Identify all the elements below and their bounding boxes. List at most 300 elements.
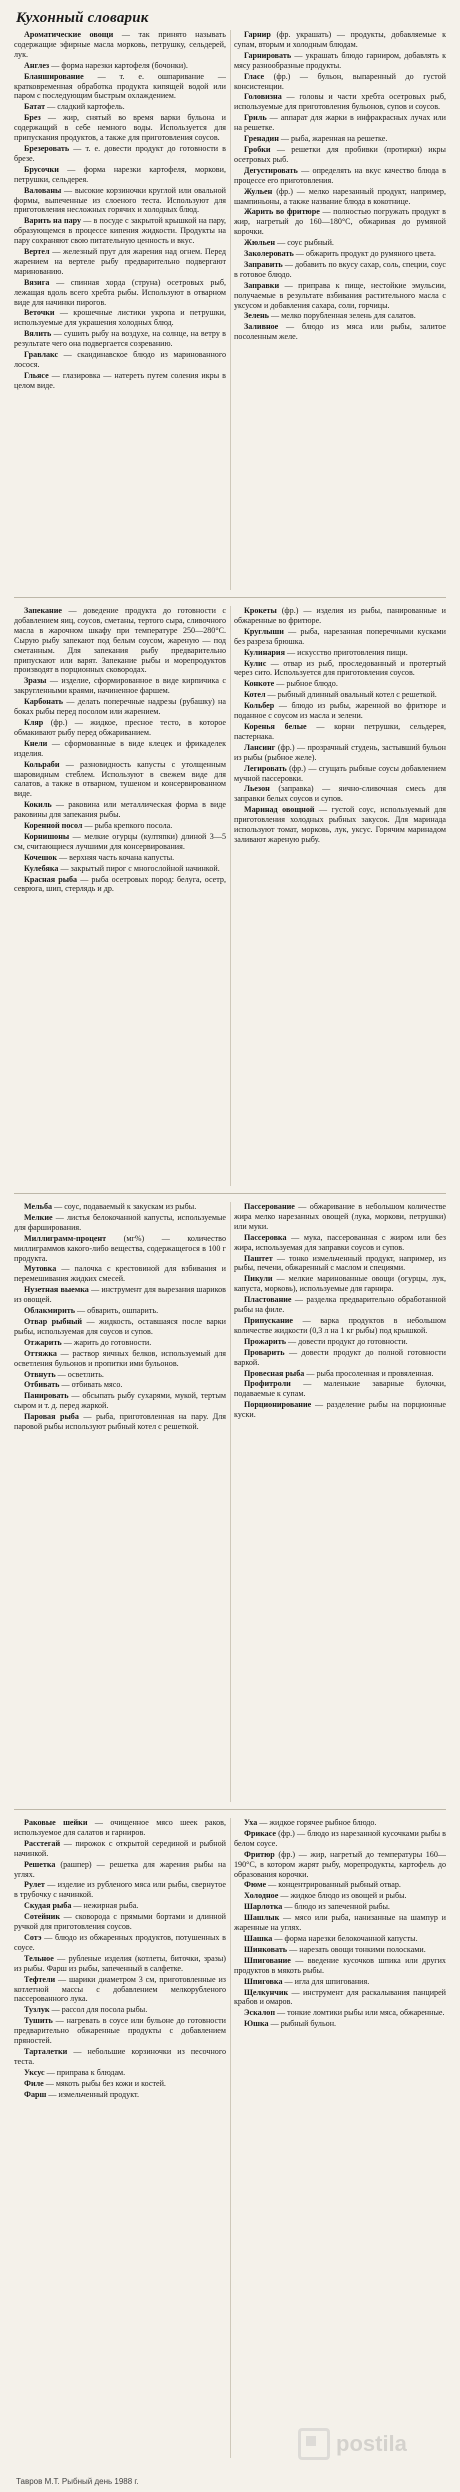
entry-term: Припускание: [244, 1315, 294, 1325]
entry-term: Гльясе: [24, 370, 49, 380]
entry: [14, 606, 226, 675]
entry-definition: — жидкость, оставшаяся после варки рыбы, используемая для соусов и супов.: [14, 1316, 226, 1336]
entry-definition: — жидкое горячее рыбное блюдо.: [259, 1818, 377, 1827]
entry: [14, 1412, 226, 1432]
entry-definition: — листья белокочанной капусты, используемые для фарширования.: [14, 1212, 226, 1232]
entry-definition: (фр.) — изделия из рыбы, панированные и обжаренные во фритюре.: [234, 606, 446, 625]
entry-definition: — раковина или металлическая форма в виде раковины для запекания рыбы.: [14, 800, 226, 820]
entry: [14, 1338, 226, 1348]
entry-term: Сотэ: [24, 1932, 42, 1942]
entry: [14, 30, 226, 60]
entry-definition: — украшать блюдо гарниром, добавлять к мясу разнообразные продукты.: [234, 50, 446, 70]
entry-definition: — довести продукт до полной готовности варкой.: [234, 1347, 446, 1367]
entry-definition: — блюдо из запеченной рыбы.: [284, 1902, 390, 1912]
entry: [234, 145, 446, 165]
entry: [14, 329, 226, 349]
entry-definition: — мелкие огурцы (култяпки) длиной 3—5 см, считающиеся лучшими для консервирования.: [14, 831, 226, 851]
page-2-left-column: [14, 606, 226, 1186]
entry-term: Шашка: [244, 1933, 273, 1943]
entry-definition: — мелкие маринованные овощи (огурцы, лук, капуста, морковь), используемые для гарнира.: [234, 1274, 446, 1294]
entry-term: Филе: [24, 2078, 44, 2088]
entry-definition: — разделение рыбы на порционные куски.: [234, 1400, 446, 1420]
entry-term: Валованы: [24, 185, 62, 195]
entry-term: Мельба: [24, 1202, 53, 1211]
entry-definition: — нарезать овощи тонкими полосками.: [289, 1944, 426, 1954]
entry-term: Бланширование: [24, 71, 84, 81]
entry-definition: — обварить, ошпарить.: [77, 1306, 159, 1316]
entry: [234, 1348, 446, 1368]
entry-definition: — жидкое блюдо из овощей и рыбы.: [280, 1891, 407, 1901]
entry-term: Паровая рыба: [24, 1412, 79, 1422]
entry-term: Кляр: [24, 717, 44, 727]
entry: [234, 134, 446, 144]
entry: [14, 1860, 226, 1880]
entry: [14, 1264, 226, 1284]
entry-definition: — форма нарезки картофеля, моркови, петрушки, сельдерея.: [14, 164, 226, 184]
entry-definition: — очищенное мясо шеек раков, используемое для салатов и гарниров.: [14, 1818, 226, 1837]
entry-term: Прожарить: [244, 1336, 286, 1346]
entry-definition: — отвар из рыб, проследованный и протертый через сито. Используется для приготовления соусов.: [234, 658, 446, 678]
entry-term: Нузетная выемка: [24, 1285, 89, 1295]
entry: [234, 1818, 446, 1828]
entry-term: Эскалоп: [244, 2008, 275, 2018]
entry-definition: — игла для шпигования.: [284, 1976, 370, 1986]
entry: [234, 207, 446, 237]
entry: [14, 875, 226, 895]
entry-definition: — сладкий картофель.: [47, 102, 125, 112]
entry-term: Кольбер: [244, 701, 275, 711]
entry-term: Юшка: [244, 2019, 269, 2029]
entry-term: Отвар рыбный: [24, 1316, 83, 1326]
entry-definition: — определять на вкус качество блюда в процессе его приготовления.: [234, 165, 446, 185]
entry-definition: (фр.) — жидкое, пресное тесто, в которое обмакивают рыбу перед обжариванием.: [14, 717, 226, 737]
entry: [234, 648, 446, 658]
entry-term: Кулебяка: [24, 863, 59, 873]
entry-definition: — небольшие корзиночки из песочного теста.: [14, 2046, 226, 2066]
entry-definition: — измельченный продукт.: [48, 2089, 139, 2099]
entry-term: Отвнуть: [24, 1369, 56, 1379]
entry: [234, 1913, 446, 1933]
column-rule: [230, 30, 231, 590]
entry-term: Зелень: [244, 311, 269, 321]
entry-term: Расстегай: [24, 1838, 61, 1848]
entry: [234, 92, 446, 112]
entry-term: Кокиль: [24, 800, 52, 810]
entry-definition: — головы и части хребта осетровых рыб, используемые для приготовления бульонов, супов и соусов.: [234, 92, 446, 112]
entry-definition: — крошечные листики укропа и петрушки, используемые для украшения холодных блюд.: [14, 308, 226, 328]
entry-term: Вертел: [24, 247, 50, 257]
watermark: [298, 2414, 448, 2474]
entry: [14, 760, 226, 800]
entry-term: Коренной посол: [24, 821, 83, 831]
entry-definition: (фр.) — блюдо из нарезанной кусочками рыбы в белом соусе.: [234, 1828, 446, 1848]
entry-term: Веточки: [24, 308, 55, 318]
entry-term: Гриль: [244, 113, 267, 123]
entry-term: Решетка: [24, 1859, 56, 1869]
entry-term: Вязига: [24, 277, 50, 287]
entry: [234, 659, 446, 679]
entry: [14, 739, 226, 759]
entry: [14, 697, 226, 717]
entry-definition: (рашпер) — решетка для жарения рыбы на углях.: [14, 1859, 226, 1879]
entry: [14, 1380, 226, 1390]
entry-definition: — шарики диаметром 3 см, приготовленные из котлетной массы с добавлением мелкорубленого пассерованного лука.: [14, 1974, 226, 2004]
entry-definition: — нежирная рыба.: [73, 1901, 139, 1911]
entry-definition: — рыба, жаренная на решетке.: [280, 134, 388, 144]
entry: [234, 1379, 446, 1399]
entry: [14, 371, 226, 391]
entry: [234, 2008, 446, 2018]
entry-definition: — форма нарезки белокочанной капусты.: [274, 1933, 418, 1943]
entry-definition: — тонко измельченный продукт, например, из рыбы, печени, обжаренный с маслом и специями.: [234, 1253, 446, 1273]
entry-term: Заправить: [244, 259, 283, 269]
entry: [234, 1977, 446, 1987]
entry-definition: — отбивать мясо.: [61, 1380, 123, 1390]
entry-term: Батат: [24, 102, 46, 112]
entry-term: Заколеровать: [244, 249, 294, 259]
page-divider: [14, 1809, 446, 1810]
entry: [14, 1912, 226, 1932]
watermark-text: postila: [336, 2431, 407, 2456]
entry-definition: — искусство приготовления пищи.: [287, 647, 408, 657]
entry-definition: — рыбный длинный овальный котел с решеткой.: [267, 690, 437, 700]
entry: [14, 1285, 226, 1305]
entry: [14, 2005, 226, 2015]
entry-term: Тузлук: [24, 2005, 50, 2015]
entry-definition: — обсыпать рыбу сухарями, мукой, тертым сыром и т. д. перед жаркой.: [14, 1391, 226, 1411]
entry-term: Порционирование: [244, 1400, 312, 1410]
entry-definition: (фр. украшать) — продукты, добавляемые к супам, вторым и холодным блюдам.: [234, 30, 446, 49]
entry-definition: — разделка предварительно обработанной рыбы на филе.: [234, 1295, 446, 1315]
entry: [234, 260, 446, 280]
entry-definition: — мелко порубленная зелень для салатов.: [270, 311, 416, 321]
entry-definition: — закрытый пирог с многослойной начинкой.: [60, 863, 220, 873]
entry-term: Круглыши: [244, 626, 284, 636]
entry-definition: — соус, подаваемый к закускам из рыбы.: [54, 1202, 197, 1211]
entry-term: Мутовка: [24, 1264, 57, 1274]
entry-definition: — палочка с крестовиной для взбивания и перемешивания жидких смесей.: [14, 1264, 226, 1284]
entry-definition: — блюдо из обжаренных продуктов, потушенных в соусе.: [14, 1932, 226, 1952]
entry: [14, 144, 226, 164]
entry: [14, 113, 226, 143]
entry-term: Фритюр: [244, 1849, 275, 1859]
entry: [14, 350, 226, 370]
entry-definition: — обжаривание в небольшом количестве жира мелко нарезанных овощей (лука, моркови, петрушки) или муки.: [234, 1202, 446, 1231]
entry-term: Жарить во фритюре: [244, 207, 320, 217]
entry: [234, 1829, 446, 1849]
entry-term: Мелкие: [24, 1212, 53, 1222]
entry-term: Кочешок: [24, 852, 58, 862]
entry: [14, 1954, 226, 1974]
entry-definition: — глазировка — натереть путем соления икры в целом виде.: [14, 370, 226, 390]
entry: [14, 676, 226, 696]
entry: [14, 1880, 226, 1900]
entry: [14, 1317, 226, 1337]
entry-definition: — концентрированный рыбный отвар.: [268, 1880, 401, 1890]
entry: [234, 1316, 446, 1336]
entry-definition: (фр.) — мелко нарезанный продукт, например, шампиньоны, а также название блюда в кокотнице.: [234, 186, 446, 206]
entry-definition: — жарить до готовности.: [63, 1337, 152, 1347]
page-title: Кухонный словарик: [16, 10, 149, 26]
entry-definition: — доведение продукта до готовности с добавлением яиц, соусов, сметаны, тертого сыра, сливочного масла в жарочном шкафу при температуре 250—280°С. Сырую рыбу запекают под белым соусом, жареную — под сметанным. Для запекания рыбу предварительно припускают или варят. Запекание рыбы и морепродуктов производят в порционных сковородах.: [14, 606, 226, 675]
entry-definition: — сушить рыбу на воздухе, на солнце, на ветру в результате чего она подвергается созреванию.: [14, 329, 226, 349]
entry-definition: — т. е. довести продукт до готовности в брезе.: [14, 143, 226, 163]
entry-term: Фюме: [244, 1880, 267, 1890]
entry-term: Скудая рыба: [24, 1901, 72, 1911]
entry-definition: — нагревать в соусе или бульоне до готовности предварительно обжаренные продукты с добавлением пряностей.: [14, 2016, 226, 2046]
entry-term: Отжарить: [24, 1337, 62, 1347]
entry-term: Конкоте: [244, 679, 275, 689]
entry: [14, 2016, 226, 2046]
entry-definition: — мякоть рыбы без кожи и костей.: [45, 2078, 166, 2088]
entry-definition: — рыбный бульон.: [270, 2019, 337, 2029]
entry: [234, 187, 446, 207]
entry-term: Гренадин: [244, 134, 279, 144]
entry: [234, 722, 446, 742]
entry-definition: — варка продуктов в небольшом количестве жидкости (0,3 л на 1 кг рыбы) под крышкой.: [234, 1315, 446, 1335]
entry: [14, 1234, 226, 1264]
entry-definition: — разновидность капусты с утолщенным шаровидным стеблем. Используют в свежем виде для салатов, а также в отварном, тушеном и консервированном виде.: [14, 759, 226, 799]
entry: [14, 165, 226, 185]
entry-term: Тушить: [24, 2016, 53, 2026]
entry-definition: — сковорода с прямыми бортами и длинной ручкой для приготовления соусов.: [14, 1912, 226, 1932]
entry-term: Крокеты: [244, 606, 277, 615]
page-divider: [14, 1193, 446, 1194]
entry: [14, 1901, 226, 1911]
entry-term: Корнишоны: [24, 831, 70, 841]
entry: [234, 1254, 446, 1274]
entry-term: Пластование: [244, 1295, 292, 1305]
entry: [234, 51, 446, 71]
entry-definition: — мука, пассерованная с жиром или без жира, используемая для заправки соусов и супов.: [234, 1232, 446, 1252]
entry: [234, 701, 446, 721]
entry: [234, 238, 446, 248]
entry: [14, 2079, 226, 2089]
entry-term: Пикули: [244, 1274, 273, 1284]
entry-definition: — рыба осетровых пород: белуга, осетр, севрюга, шип, стерлядь и др.: [14, 874, 226, 894]
entry-term: Сотейник: [24, 1912, 61, 1922]
entry: [14, 864, 226, 874]
entry-definition: (фр.) — прозрачный студень, застывший бульон из рыбы (рыбное желе).: [234, 742, 446, 762]
entry-term: Щелкунчик: [244, 1987, 289, 1997]
entry-definition: — скандинавское блюдо из маринованного лосося.: [14, 350, 226, 369]
entry-definition: — приправа к блюдам.: [46, 2067, 126, 2077]
entry-term: Панировать: [24, 1391, 69, 1401]
entry-definition: — соус рыбный.: [277, 238, 334, 248]
entry-definition: (заправка) — яично-сливочная смесь для заправки белых соусов и супов.: [234, 784, 446, 804]
entry-term: Брусочки: [24, 164, 59, 174]
entry-term: Кольраби: [24, 759, 60, 769]
entry: [234, 784, 446, 804]
entry-term: Шарлотка: [244, 1902, 283, 1912]
entry: [14, 2090, 226, 2100]
entry-definition: — рыба, нарезанная поперечными кусками без разреза брюшка.: [234, 626, 446, 646]
entry-term: Дегустировать: [244, 165, 298, 175]
watermark-logo-icon: [298, 2428, 330, 2460]
entry-definition: (мг%) — количество миллиграммов какого-либо вещества, содержащегося в 100 г продукта.: [14, 1233, 226, 1263]
entry-definition: — обжарить продукт до румяного цвета.: [295, 249, 436, 259]
source-caption: Тавров М.Т. Рыбный день 1988 г.: [16, 2477, 139, 2486]
entry-definition: — железный прут для жарения над огнем. Перед жарением на вертеле рыбу предварительно подвергают маринованию.: [14, 247, 226, 276]
entry-term: Фарш: [24, 2089, 47, 2099]
entry-term: Фрикасе: [244, 1828, 276, 1838]
entry-term: Англез: [24, 60, 50, 70]
entry-term: Зразы: [24, 676, 47, 686]
entry: [234, 1274, 446, 1294]
entry-term: Провесная рыба: [244, 1368, 305, 1378]
entry: [14, 718, 226, 738]
entry: [14, 1839, 226, 1859]
entry: [234, 606, 446, 626]
entry-term: Лансинг: [244, 742, 276, 752]
entry-term: Маринад овощной: [244, 805, 315, 815]
entry-term: Котел: [244, 690, 266, 700]
entry: [234, 2019, 446, 2029]
entry-definition: — так принято называть содержащие эфирные масла морковь, петрушку, сельдерей, лук.: [14, 30, 226, 59]
entry: [234, 1850, 446, 1880]
entry-term: Рулет: [24, 1880, 45, 1890]
entry: [14, 308, 226, 328]
entry-term: Шпигование: [244, 1955, 291, 1965]
entry-term: Кулис: [244, 658, 267, 668]
column-rule: [230, 606, 231, 1186]
entry-definition: — густой соус, используемый для приготовления холодных рыбных закусок. Для маринада используют томат, морковь, лук, уксус. Горячим маринадом заливают жареную рыбу.: [234, 805, 446, 844]
entry-term: Уха: [244, 1818, 258, 1827]
page-1-right-column: [234, 30, 446, 590]
entry-definition: — осветлить.: [57, 1369, 104, 1379]
entry: [234, 113, 446, 133]
entry: [234, 1891, 446, 1901]
entry-definition: — раствор яичных белков, используемый для осветления бульонов и пропитки ими бульонов.: [14, 1348, 226, 1368]
entry-definition: — рыба крепкого посола.: [84, 821, 173, 831]
entry-term: Гробки: [244, 144, 271, 154]
entry: [14, 1349, 226, 1369]
entry-definition: — высокие корзиночки круглой или овальной формы, выпеченные из слоеного теста. Используют для приготовления несложных горячих и холодных блюд.: [14, 185, 226, 215]
entry: [234, 1945, 446, 1955]
entry: [234, 1233, 446, 1253]
page-3-right-column: [234, 1202, 446, 1802]
entry: [14, 1202, 226, 1212]
entry: [14, 61, 226, 71]
entry: [14, 1975, 226, 2005]
entry-term: Шашлык: [244, 1913, 280, 1923]
entry: [14, 1933, 226, 1953]
entry: [234, 249, 446, 259]
entry-definition: — блюдо из мяса или рыбы, залитое посоленным желе.: [234, 322, 446, 342]
entry-definition: — корни петрушки, сельдерея, пастернака.: [234, 721, 446, 741]
entry-definition: (фр.) — жир, нагретый до температуры 160—190°С, в котором жарят рыбу, морепродукты, картофель до образования корочки.: [234, 1849, 446, 1879]
entry-term: Тельное: [24, 1953, 54, 1963]
page-4-left-column: [14, 1818, 226, 2458]
page-1-left-column: [14, 30, 226, 590]
entry-definition: — введение кусочков шпика или других продуктов в мякоть рыбы.: [234, 1955, 446, 1975]
entry: [234, 1202, 446, 1232]
column-rule: [230, 1202, 231, 1802]
entry: [234, 30, 446, 50]
page-2-right-column: [234, 606, 446, 1186]
entry-term: Миллиграмм-процент: [24, 1233, 107, 1243]
entry-term: Брезеровать: [24, 143, 70, 153]
entry-term: Заправки: [244, 280, 280, 290]
entry-term: Шпиговка: [244, 1976, 283, 1986]
entry-definition: — рубленые изделия (котлеты, биточки, зразы) из рыбы. Фарш из рыбы, запеченный в салфетке.: [14, 1953, 226, 1973]
entry-definition: — спинная хорда (струна) осетровых рыб, лежащая вдоль всего хребта рыбы. Используют в отварном виде для начинки пирогов.: [14, 277, 226, 307]
entry: [234, 1988, 446, 2008]
entry-term: Вялить: [24, 329, 52, 339]
entry-definition: — изделие, сформированное в виде кирпичика с закругленными краями, начиненное фаршем.: [14, 676, 226, 696]
entry-term: Тарталетки: [24, 2046, 68, 2056]
entry-term: Оттяжка: [24, 1348, 57, 1358]
entry: [234, 764, 446, 784]
entry-term: Гарнировать: [244, 50, 292, 60]
entry: [234, 743, 446, 763]
entry: [14, 2047, 226, 2067]
entry: [14, 1370, 226, 1380]
entry: [234, 1369, 446, 1379]
entry-term: Легировать: [244, 763, 287, 773]
entry: [234, 1880, 446, 1890]
entry-term: Красная рыба: [24, 874, 78, 884]
entry-definition: — т. е. ошпаривание — кратковременная обработка продукта кипящей водой или паром с последующим быстрым охлаждением.: [14, 71, 226, 101]
entry: [14, 800, 226, 820]
entry: [234, 679, 446, 689]
entry: [234, 281, 446, 311]
entry: [234, 1956, 446, 1976]
entry-definition: — форма нарезки картофеля (бочонки).: [51, 60, 188, 70]
entry: [14, 1306, 226, 1316]
entry: [14, 832, 226, 852]
entry: [14, 1213, 226, 1233]
entry-definition: — блюдо из рыбы, жаренной во фритюре и поданное с соусом из масла и зелени.: [234, 701, 446, 721]
entry-definition: — рыбное блюдо.: [276, 679, 338, 689]
entry-definition: (фр.) — сгущать рыбные соусы добавлением мучной пассеровки.: [234, 763, 446, 783]
entry-term: Холодное: [244, 1891, 279, 1901]
entry-definition: — приправа к пище, нестойкие эмульсии, получаемые в результате взбивания растительного масла с уксусом и добавления сахара, соли, горчицы.: [234, 280, 446, 310]
entry: [234, 322, 446, 342]
entry: [14, 853, 226, 863]
entry: [234, 690, 446, 700]
entry: [234, 627, 446, 647]
entry: [14, 2068, 226, 2078]
entry-term: Отбивать: [24, 1380, 60, 1390]
entry: [14, 216, 226, 246]
entry: [234, 1934, 446, 1944]
entry-term: Варить на пару: [24, 216, 82, 226]
entry-term: Коренья белые: [244, 721, 307, 731]
page-3-left-column: [14, 1202, 226, 1802]
entry: [234, 311, 446, 321]
entry: [234, 1337, 446, 1347]
page-divider: [14, 597, 446, 598]
entry-definition: (фр.) — бульон, выпаренный до густой консистенции.: [234, 71, 446, 91]
entry-definition: — верхняя часть кочана капусты.: [59, 852, 175, 862]
entry-term: Льезон: [244, 784, 270, 794]
entry-term: Гравлакс: [24, 350, 59, 360]
entry: [14, 186, 226, 216]
entry-term: Карбонать: [24, 697, 64, 707]
entry: [14, 1391, 226, 1411]
entry-term: Жюльен: [244, 238, 276, 248]
entry-definition: — рыба, приготовленная на пару. Для паровой рыбы используют рыбный котел с решеткой.: [14, 1412, 226, 1432]
entry: [234, 1400, 446, 1420]
entry-term: Раковые шейки: [24, 1818, 88, 1827]
entry: [14, 1818, 226, 1838]
entry: [234, 1295, 446, 1315]
entry: [14, 247, 226, 277]
entry-definition: — в посуде с закрытой крышкой на пару, образующемся в процессе кипения жидкости. Продукты на пару сохраняют свою питательную ценность и вкус.: [14, 216, 226, 246]
entry: [234, 72, 446, 92]
entry-definition: — сформованные в виде клецек и фрикаделек изделия.: [14, 738, 226, 758]
